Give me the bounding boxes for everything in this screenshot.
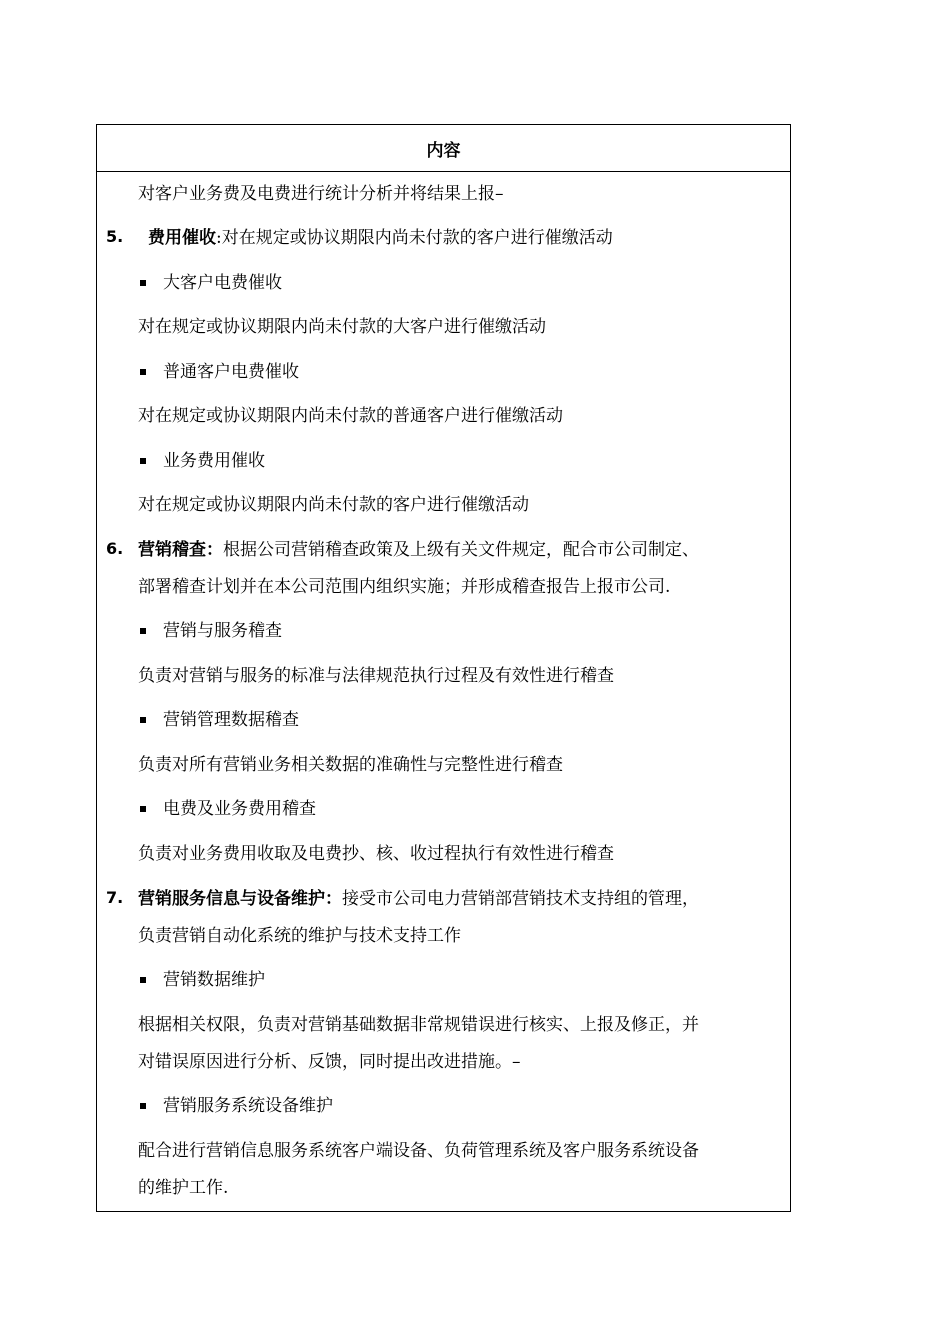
bullet-icon: [140, 717, 146, 723]
desc-item-2: 对在规定或协议期限内尚未付款的普通客户进行催缴活动: [138, 406, 563, 426]
desc-item-5: 负责对所有营销业务相关数据的准确性与完整性进行稽查: [138, 755, 563, 775]
bullet-icon: [140, 369, 146, 375]
desc-item-7b: 对错误原因进行分析、反馈，同时提出改进措施。–: [138, 1052, 521, 1072]
section-7-desc: 接受市公司电力营销部营销技术支持组的管理，: [342, 889, 699, 909]
bullet-item-8: 营销服务系统设备维护: [163, 1096, 333, 1116]
desc-item-3: 对在规定或协议期限内尚未付款的客户进行催缴活动: [138, 495, 529, 515]
bullet-item-5: 营销管理数据稽查: [163, 710, 299, 730]
line-summary: 对客户业务费及电费进行统计分析并将结果上报–: [138, 184, 504, 204]
bullet-icon: [140, 628, 146, 634]
bullet-icon: [140, 977, 146, 983]
table-header: 内容: [97, 125, 790, 172]
desc-item-8a: 配合进行营销信息服务系统客户端设备、负荷管理系统及客户服务系统设备: [138, 1141, 699, 1161]
bullet-icon: [140, 458, 146, 464]
bullet-item-3: 业务费用催收: [163, 451, 265, 471]
desc-item-1: 对在规定或协议期限内尚未付款的大客户进行催缴活动: [138, 317, 546, 337]
section-6-desc: 根据公司营销稽查政策及上级有关文件规定，配合市公司制定、: [223, 540, 699, 560]
desc-item-4: 负责对营销与服务的标准与法律规范执行过程及有效性进行稽查: [138, 666, 614, 686]
content-table: [96, 124, 791, 1212]
section-5-title: 费用催收: [148, 228, 216, 248]
section-5-number: 5.: [106, 227, 124, 246]
section-7-number: 7.: [106, 888, 124, 907]
bullet-icon: [140, 1103, 146, 1109]
bullet-item-2: 普通客户电费催收: [163, 362, 299, 382]
bullet-item-7: 营销数据维护: [163, 970, 265, 990]
section-7-title: 营销服务信息与设备维护：: [138, 889, 342, 909]
section-7-line: [138, 888, 699, 910]
section-5-line: [148, 227, 613, 249]
desc-item-8b: 的维护工作.: [138, 1178, 229, 1198]
section-6-title: 营销稽查：: [138, 540, 223, 560]
section-7-desc-cont: 负责营销自动化系统的维护与技术支持工作: [138, 926, 461, 946]
section-6-number: 6.: [106, 539, 124, 558]
desc-item-6: 负责对业务费用收取及电费抄、核、收过程执行有效性进行稽查: [138, 844, 614, 864]
bullet-item-6: 电费及业务费用稽查: [163, 799, 316, 819]
bullet-icon: [140, 280, 146, 286]
section-6-desc-cont: 部署稽查计划并在本公司范围内组织实施；并形成稽查报告上报市公司.: [138, 577, 671, 597]
desc-item-7a: 根据相关权限，负责对营销基础数据非常规错误进行核实、上报及修正，并: [138, 1015, 699, 1035]
section-5-desc: :对在规定或协议期限内尚未付款的客户进行催缴活动: [216, 228, 613, 248]
bullet-item-1: 大客户电费催收: [163, 273, 282, 293]
bullet-icon: [140, 806, 146, 812]
bullet-item-4: 营销与服务稽查: [163, 621, 282, 641]
section-6-line: [138, 539, 699, 561]
